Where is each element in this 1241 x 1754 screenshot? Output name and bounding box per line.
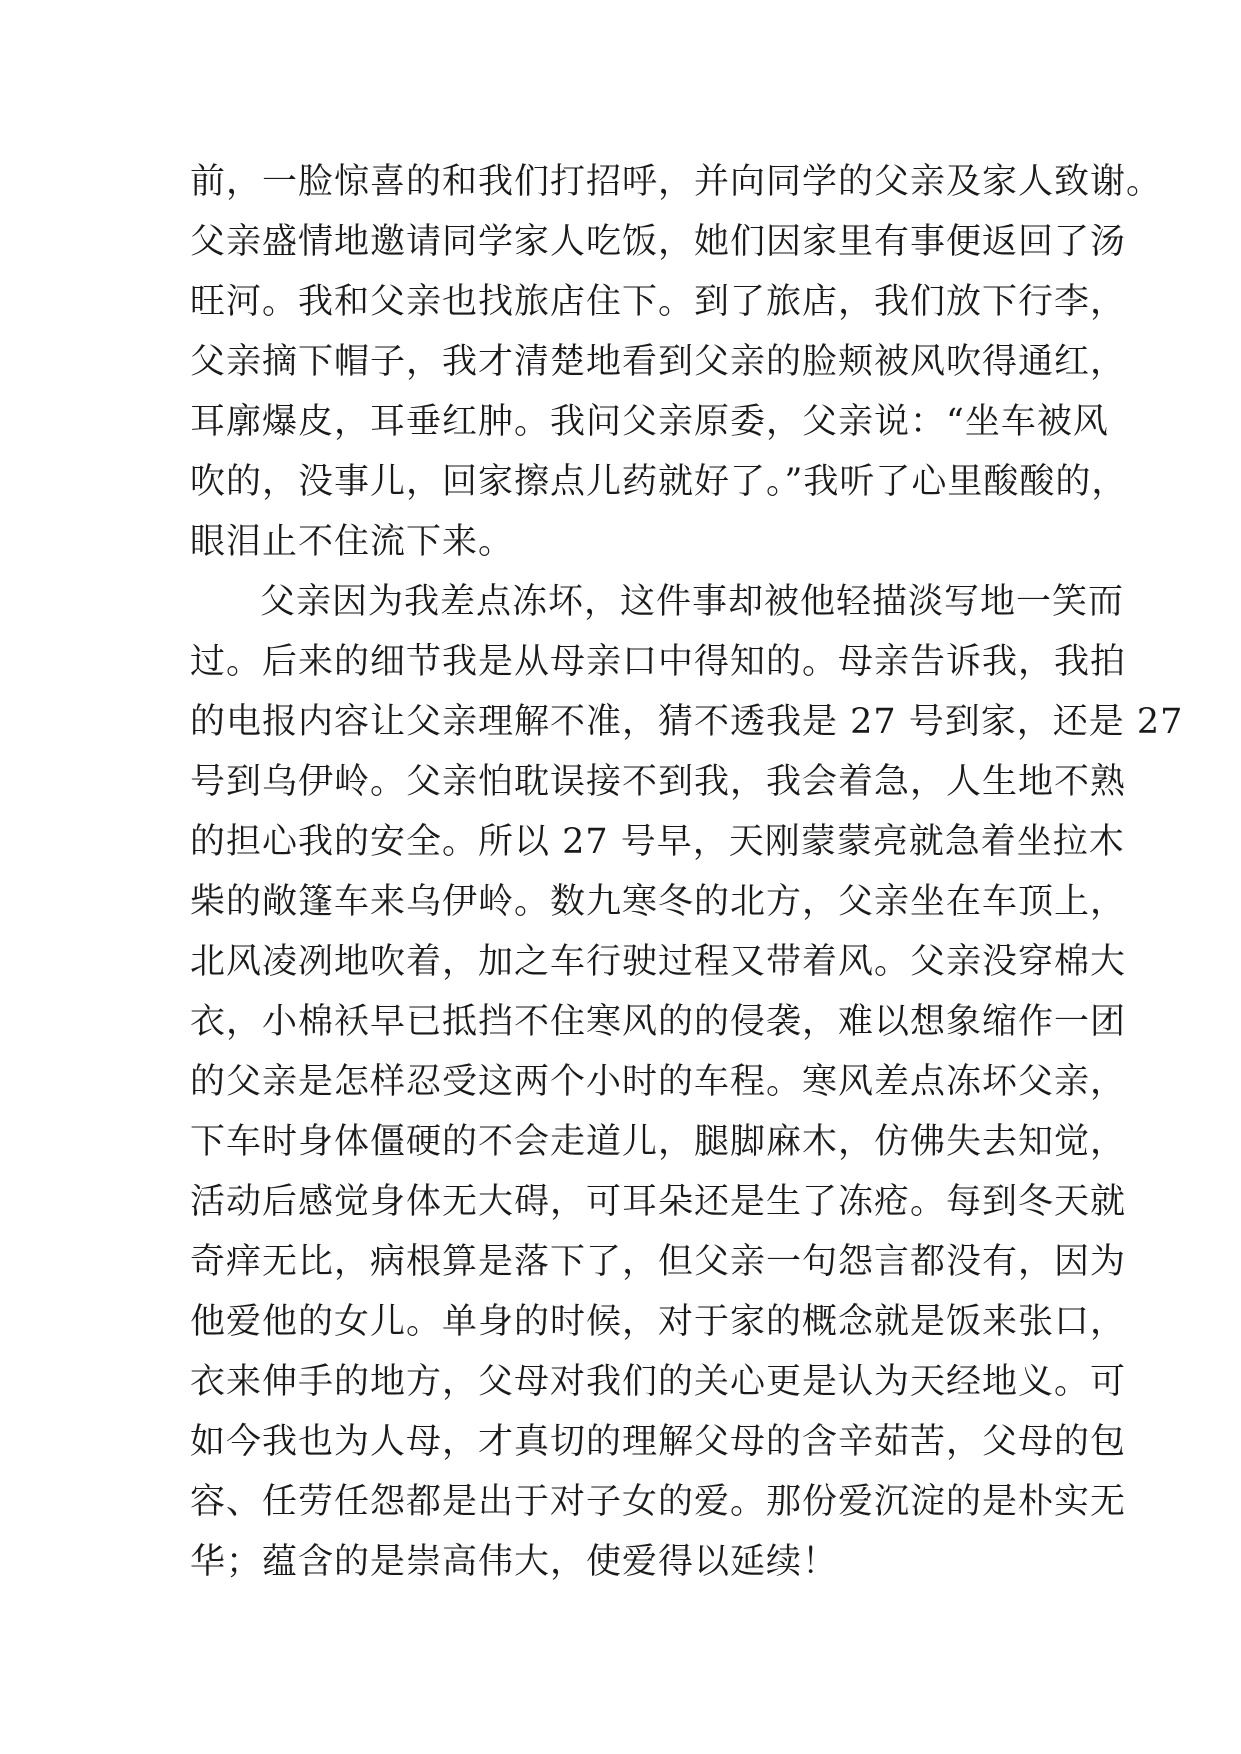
text-line: 奇痒无比，病根算是落下了，但父亲一句怨言都没有，因为 — [190, 1242, 1127, 1282]
text-line: 过。后来的细节我是从母亲口中得知的。母亲告诉我，我拍 — [190, 642, 1127, 682]
text-line: 眼泪止不住流下来。 — [190, 522, 515, 562]
text-line: 吹的，没事儿，回家擦点儿药就好了。”我听了心里酸酸的， — [190, 462, 1128, 502]
text-line: 父亲盛情地邀请同学家人吃饭，她们因家里有事便返回了汤 — [190, 222, 1127, 262]
paragraph-2 — [190, 572, 1184, 1592]
text-line: 衣来伸手的地方，父母对我们的关心更是认为天经地义。可 — [190, 1362, 1127, 1402]
text-line: 父亲因为我差点冻坏，这件事却被他轻描淡写地一笑而 — [260, 582, 1125, 622]
text-line: 的担心我的安全。所以 27 号早，天刚蒙蒙亮就急着坐拉木 — [190, 822, 1125, 862]
body-text — [190, 152, 1184, 1592]
text-line: 衣，小棉袄早已抵挡不住寒风的的侵袭，难以想象缩作一团 — [190, 1002, 1127, 1042]
text-line: 父亲摘下帽子，我才清楚地看到父亲的脸颊被风吹得通红， — [190, 342, 1127, 382]
text-line: 北风凌冽地吹着，加之车行驶过程又带着风。父亲没穿棉大 — [190, 942, 1127, 982]
text-line: 号到乌伊岭。父亲怕耽误接不到我，我会着急，人生地不熟 — [190, 762, 1127, 802]
text-line: 旺河。我和父亲也找旅店住下。到了旅店，我们放下行李， — [190, 282, 1127, 322]
text-line: 下车时身体僵硬的不会走道儿，腿脚麻木，仿佛失去知觉， — [190, 1122, 1127, 1162]
text-line: 活动后感觉身体无大碍，可耳朵还是生了冻疮。每到冬天就 — [190, 1182, 1127, 1222]
text-line: 华；蕴含的是崇高伟大，使爱得以延续！ — [190, 1542, 839, 1582]
text-line: 耳廓爆皮，耳垂红肿。我问父亲原委，父亲说：“坐车被风 — [190, 402, 1109, 442]
text-line: 的父亲是怎样忍受这两个小时的车程。寒风差点冻坏父亲， — [190, 1062, 1127, 1102]
text-line: 柴的敞篷车来乌伊岭。数九寒冬的北方，父亲坐在车顶上， — [190, 882, 1127, 922]
text-line: 前，一脸惊喜的和我们打招呼，并向同学的父亲及家人致谢。 — [190, 162, 1163, 202]
paragraph-1 — [190, 152, 1163, 572]
text-line: 如今我也为人母，才真切的理解父母的含辛茹苦，父母的包 — [190, 1422, 1127, 1462]
text-line: 容、任劳任怨都是出于对子女的爱。那份爱沉淀的是朴实无 — [190, 1482, 1127, 1522]
text-line: 他爱他的女儿。单身的时候，对于家的概念就是饭来张口， — [190, 1302, 1127, 1342]
text-line: 的电报内容让父亲理解不准，猜不透我是 27 号到家，还是 27 — [190, 702, 1184, 742]
